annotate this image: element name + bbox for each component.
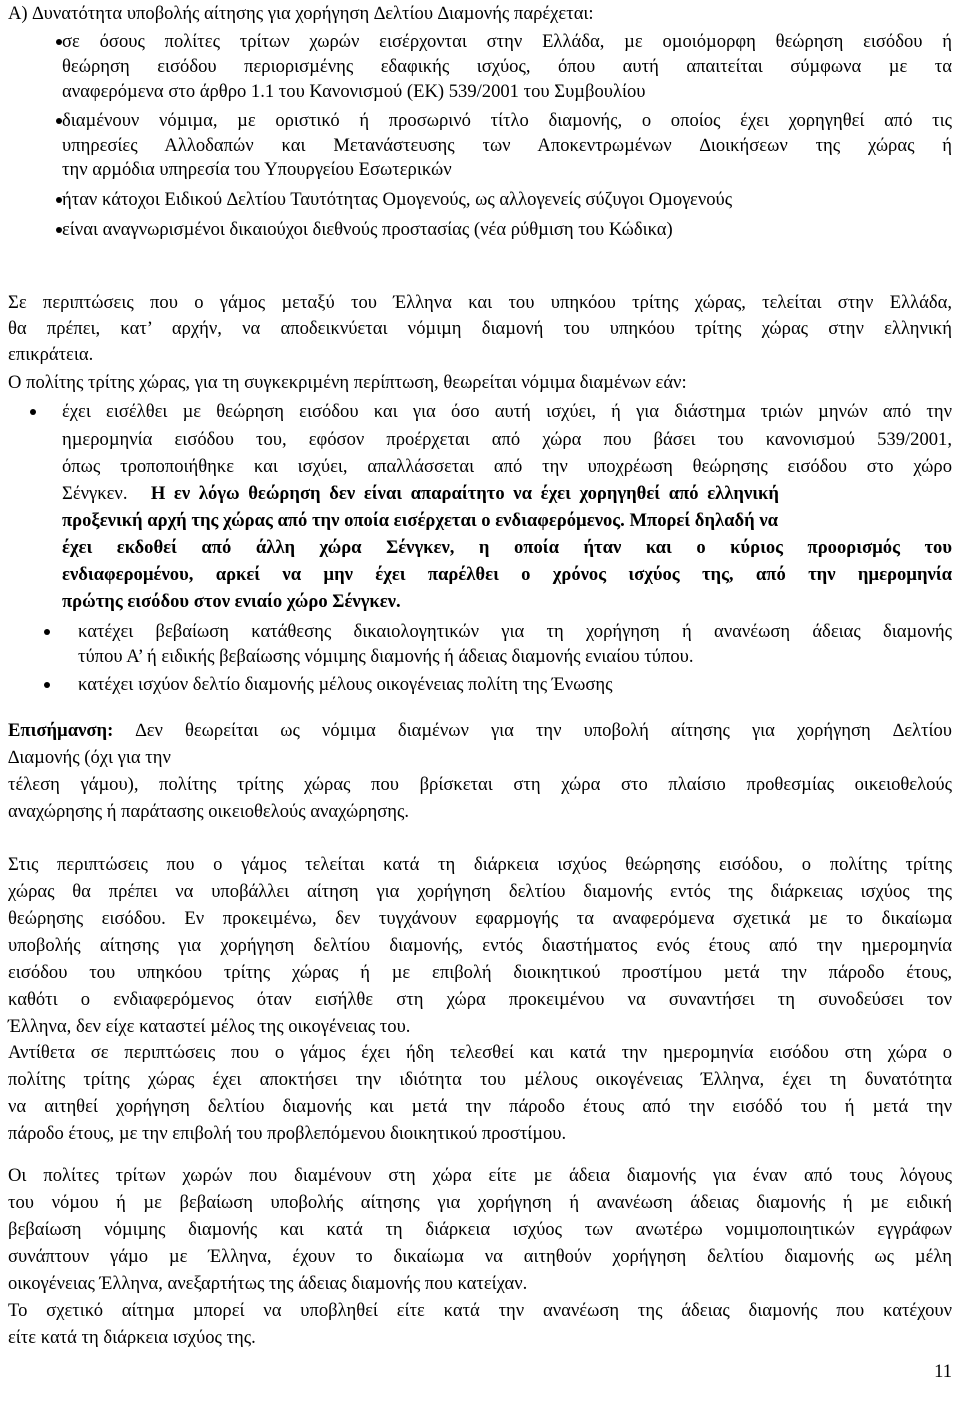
bullet-dot [44,620,50,644]
bold-text: προξενική αρχή της χώρας από την οποία εισέρχεται ο ενδιαφερόµενος. [62,510,625,531]
paragraph-line: επικράτεια. [8,344,94,365]
paragraph-line: Ο πολίτης τρίτης χώρας, για τη συγκεκριµένη περίπτωση, θεωρείται νόµιµα διαµένων εάν: [8,372,687,393]
paragraph-line: εισόδου του υπηκόου τρίτης χώρας ή µε επιβολή διοικητικού προστίµου µετά την πάροδο έτους, [8,962,952,983]
paragraph-line: Στις περιπτώσεις που ο γάµος τελείται κατά τη διάρκεια ισχύος θεώρησης εισόδου, ο πολίτης τρίτης [8,854,952,875]
paragraph-line: Οι πολίτες τρίτων χωρών που διαµένουν στη χώρα είτε µε άδεια διαµονής για έναν από τους λόγους [8,1165,952,1186]
bullet-dot [44,673,50,697]
paragraph-line: χώρας θα πρέπει να υποβάλλει αίτηση για χορήγηση δελτίου διαµονής εντός της διάρκειας ισχύος της [8,881,952,902]
bullet-line: ήταν κάτοχοι Ειδικού ∆ελτίου Ταυτότητας Οµογενούς, ως αλλογενείς σύζυγοι Οµογενούς [62,189,733,210]
bullet-line: κατέχει βεβαίωση κατάθεσης δικαιολογητικών για τη χορήγηση ή ανανέωση άδειας διαµονής [78,621,952,642]
notice-line: αναχώρησης ή παράτασης οικειοθελούς αναχώρησης. [8,801,409,822]
paragraph-line: οικογένειας Έλληνα, ανεξαρτήτως της άδειας διαµονής που κατείχαν. [8,1273,528,1294]
paragraph-line: θεώρησης εισόδου. Εν προκειµένω, δεν τυγχάνουν εφαρµογής τα αναφερόµενα σχετικά µε το δικαίωµα [8,908,952,929]
paragraph-line: πάροδο έτους, µε την επιβολή του προβλεπόµενου διοικητικού προστίµου. [8,1123,567,1144]
bullet-line [62,482,952,506]
paragraph-line: πολίτης τρίτης χώρας έχει αποκτήσει την ιδιότητα του µέλους οικογένειας Έλληνα, έχει τη δυνατότητα [8,1069,952,1090]
bullet-line [62,509,952,533]
notice-line [8,719,952,743]
bullet-line: είναι αναγνωρισµένοι δικαιούχοι διεθνούς προστασίας (νέα ρύθµιση του Κώδικα) [62,219,673,240]
bullet-line: έχει εισέλθει µε θεώρηση εισόδου και για όσο αυτή ισχύει, ή για διάστηµα τριών µηνών από την [62,401,952,422]
paragraph-line: να αιτηθεί χορήγηση δελτίου διαµονής και µετά την πάροδο έτους από την εισόδό του ή µετά την [8,1096,952,1117]
page-number: 11 [934,1361,952,1382]
bullet-dot [30,400,36,424]
paragraph-line: συνάπτουν γάµο µε Έλληνα, έχουν το δικαίωµα να αιτηθούν χορήγηση δελτίου διαµονής ως µέλη [8,1246,952,1267]
paragraph-line: του νόµου ή µε βεβαίωση υποβολής αίτησης για χορήγηση ή ανανέωση άδειας διαµονής ή µε ειδική [8,1192,952,1213]
bullet-line: την αρµόδια υπηρεσία του Υπουργείου Εσωτερικών [62,159,452,180]
paragraph-line: καθότι ο ενδιαφερόµενος όταν εισήλθε στη χώρα προκειµένου να συναντήσει τη συνοδεύσει τον [8,989,952,1010]
notice-text: ∆εν θεωρείται ως νόµιµα διαµένων για την υποβολή αίτησης για χορήγηση ∆ελτίου [113,720,952,741]
paragraph-line: θα πρέπει, κατ’ αρχήν, να αποδεικνύεται νόµιµη διαµονή του υπηκόου τρίτης χώρας στην ελληνική [8,318,952,339]
section-heading: Α) ∆υνατότητα υποβολής αίτησης για χορήγηση ∆ελτίου ∆ιαµονής παρέχεται: [8,3,594,24]
bold-text: Μπορεί δηλαδή να [629,510,779,531]
paragraph-line: Το σχετικό αίτηµα µπορεί να υποβληθεί είτε κατά την ανανέωση της άδειας διαµονής που κατέχουν [8,1300,952,1321]
paragraph-line: βεβαίωση νόµιµης διαµονής και κατά τη διάρκεια ισχύος των ανωτέρω νοµιµοποιητικών εγγράφων [8,1219,952,1240]
paragraph-line: Σε περιπτώσεις που ο γάµος µεταξύ του Έλληνα και του υπηκόου τρίτης χώρας, τελείται στην Ελλάδα, [8,292,952,313]
bullet-line: υπηρεσίες Αλλοδαπών και Μετανάστευσης των Αποκεντρωµένων ∆ιοικήσεων της χώρας ή [62,135,952,156]
bullet-line: όπως τροποποιήθηκε και ισχύει, απαλλάσσεται από την υποχρέωση θεώρησης εισόδου στο χώρο [62,456,952,477]
bullet-line: θεώρηση εισόδου περιορισµένης εδαφικής ισχύος, όπου αυτή απαιτείται σύµφωνα µε τα [62,56,952,77]
bullet-line: διαµένουν νόµιµα, µε οριστικό ή προσωρινό τίτλο διαµονής, ο οποίος έχει χορηγηθεί από τις [62,110,952,131]
bold-line: έχει εκδοθεί από άλλη χώρα Σένγκεν, η οποία ήταν και ο κύριος προορισµός του [62,537,952,558]
bullet-line: ηµεροµηνία εισόδου του, εφόσον προέρχεται από χώρα που βάσει του κανονισµού 539/2001, [62,429,952,450]
bullet-line: τύπου Α’ ή ειδικής βεβαίωσης νόµιµης διαµονής ή άδειας διαµονής ενιαίου τύπου. [78,646,694,667]
paragraph-line: Έλληνα, δεν είχε καταστεί µέλος της οικογένειας του. [8,1016,411,1037]
bullet-line: σε όσους πολίτες τρίτων χωρών εισέρχονται στην Ελλάδα, µε οµοιόµορφη θεώρηση εισόδου ή [62,31,952,52]
bullet-line: αναφερόµενα στο άρθρο 1.1 του Κανονισµού (ΕΚ) 539/2001 του Συµβουλίου [62,81,646,102]
notice-line: τέλεση γάµου), πολίτης τρίτης χώρας που βρίσκεται στη χώρα στο πλαίσιο προθεσµίας οικειοθελούς [8,774,952,795]
bold-line: ενδιαφεροµένου, αρκεί να µην έχει παρέλθει ο χρόνος ισχύος της, από την ηµεροµηνία [62,564,952,585]
bold-line: πρώτης εισόδου στον ενιαίο χώρο Σένγκεν. [62,591,401,612]
paragraph-line: υποβολής αίτησης για χορήγηση δελτίου διαµονής, εντός διαστήµατος ενός έτους από την ηµεροµηνία [8,935,952,956]
bold-text: Η εν λόγω θεώρηση δεν είναι απαραίτητο να έχει χορηγηθεί από ελληνική [150,483,779,504]
bullet-line: κατέχει ισχύον δελτίο διαµονής µέλους οικογένειας πολίτη της Ένωσης [78,674,613,695]
notice-label: Επισήµανση: [8,720,114,741]
paragraph-line: Αντίθετα σε περιπτώσεις που ο γάµος έχει ήδη τελεσθεί και κατά την ηµεροµηνία εισόδου στη χώρα ο [8,1042,952,1063]
paragraph-line: είτε κατά τη διάρκεια ισχύος της. [8,1327,256,1348]
plain-text: Σένγκεν. [62,483,128,504]
notice-line: ∆ιαµονής (όχι για την [8,747,171,768]
